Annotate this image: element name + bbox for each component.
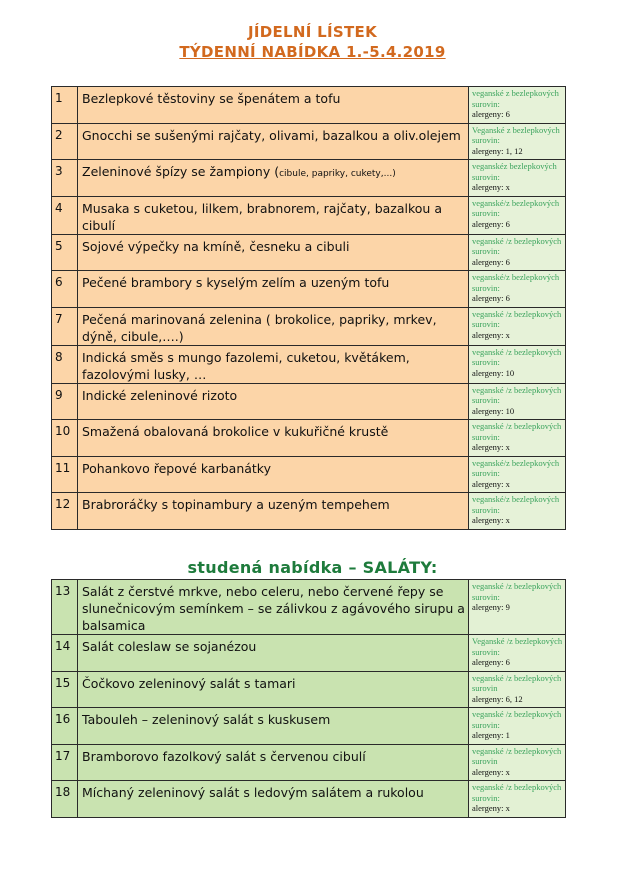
allergens-label: alergeny: 10 [472, 405, 515, 416]
vegan-gluten-free-label: veganské z bezlepkových surovin: [472, 88, 559, 109]
vegan-gluten-free-label: veganské /z bezlepkových surovin: [472, 346, 562, 367]
diet-info-cell [469, 456, 566, 493]
allergens-label: alergeny: 6, 12 [472, 693, 523, 704]
menu-row [52, 671, 566, 708]
item-name-cell [78, 383, 469, 420]
item-name-cell [78, 271, 469, 308]
allergens-label: alergeny: 1 [472, 730, 510, 740]
item-name: Indická směs s mungo fazolemi, cuketou, květákem, fazolovými lusky, … [82, 349, 410, 382]
page-title: JÍDELNÍ LÍSTEK [247, 23, 378, 41]
item-name: Tabouleh – zeleninový salát s kuskusem [82, 712, 331, 727]
item-number: 7 [52, 307, 78, 345]
item-number: 8 [52, 345, 78, 383]
menu-row [52, 456, 566, 493]
page-subtitle: TÝDENNÍ NABÍDKA 1.-5.4.2019 [179, 43, 446, 61]
vegan-gluten-free-label: veganské /z bezlepkových surovin: [472, 308, 562, 329]
item-number: 12 [52, 493, 78, 530]
vegan-gluten-free-label: Veganské z bezlepkových surovin: [472, 124, 560, 145]
item-number: 4 [52, 196, 78, 234]
menu-row [52, 493, 566, 530]
vegan-gluten-free-label: veganské /z bezlepkových surovin: [472, 782, 562, 803]
item-name: Pečená marinovaná zelenina ( brokolice, papriky, mrkev, dýně, cibule,….) [82, 311, 437, 344]
diet-info-cell [469, 493, 566, 530]
allergens-label: alergeny: 1, 12 [472, 145, 523, 156]
diet-info-cell [469, 234, 566, 271]
allergens-label: alergeny: x [472, 515, 510, 525]
item-name-cell [78, 234, 469, 271]
vegan-gluten-free-label: veganskéz bezlepkových surovin: [472, 161, 557, 182]
allergens-label: alergeny: 9 [472, 602, 510, 612]
item-name-cell [78, 781, 469, 818]
item-name-cell [78, 493, 469, 530]
item-name-cell [78, 160, 469, 197]
menu-row [52, 160, 566, 197]
item-name: Pohankovo řepové karbanátky [82, 460, 271, 476]
item-number: 14 [52, 635, 78, 672]
item-number: 1 [52, 87, 78, 124]
allergens-label: alergeny: 6 [472, 256, 510, 267]
menu-row [52, 708, 566, 745]
item-number: 5 [52, 234, 78, 271]
menu-row [52, 580, 566, 635]
item-name: Čočkovo zeleninový salát s tamari [82, 675, 296, 691]
item-name-cell [78, 345, 469, 383]
item-name: Míchaný zeleninový salát s ledovým salátem a rukolou [82, 785, 424, 800]
item-number: 18 [52, 781, 78, 818]
allergens-label: alergeny: x [472, 478, 510, 489]
menu-row [52, 307, 566, 345]
item-number: 11 [52, 456, 78, 493]
item-number: 3 [52, 160, 78, 197]
menu-row [52, 123, 566, 160]
item-name-cell [78, 671, 469, 708]
item-name-cell [78, 635, 469, 672]
diet-info-cell [469, 708, 566, 745]
item-number: 10 [52, 420, 78, 457]
vegan-gluten-free-label: veganské /z bezlepkových surovin [472, 745, 562, 766]
item-name: Brabroráčky s topinambury a uzeným tempehem [82, 497, 390, 512]
diet-info-cell [469, 123, 566, 160]
item-number: 16 [52, 708, 78, 745]
item-number: 17 [52, 744, 78, 781]
menu-row [52, 87, 566, 124]
item-name-cell [78, 456, 469, 493]
item-name-cell [78, 123, 469, 160]
vegan-gluten-free-label: veganské/z bezlepkových surovin: [472, 457, 560, 478]
cold-menu-table [51, 579, 566, 818]
vegan-gluten-free-label: veganské /z bezlepkových surovin: [472, 581, 562, 602]
allergens-label: alergeny: x [472, 766, 510, 777]
vegan-gluten-free-label: veganské/z bezlepkových surovin: [472, 197, 560, 218]
diet-info-cell [469, 87, 566, 124]
item-name-cell [78, 87, 469, 124]
item-name: Bezlepkové těstoviny se špenátem a tofu [82, 91, 341, 106]
menu-row [52, 271, 566, 308]
item-name: Salát z čerstvé mrkve, nebo celeru, nebo červené řepy se slunečnicovým semínkem – se zálivkou z agávového sirupu a balsamica [82, 584, 465, 633]
item-number: 2 [52, 123, 78, 160]
diet-info-cell [469, 160, 566, 197]
menu-row [52, 234, 566, 271]
allergens-label: alergeny: x [472, 442, 510, 452]
menu-row [52, 635, 566, 672]
item-name: Sojové výpečky na kmíně, česneku a cibuli [82, 238, 350, 254]
item-number: 6 [52, 271, 78, 308]
diet-info-cell [469, 671, 566, 708]
vegan-gluten-free-label: veganské/z bezlepkových surovin: [472, 272, 560, 293]
item-number: 13 [52, 580, 78, 635]
diet-info-cell [469, 383, 566, 420]
diet-info-cell [469, 781, 566, 818]
item-name-cell [78, 196, 469, 234]
item-number: 9 [52, 383, 78, 420]
menu-row [52, 196, 566, 234]
allergens-label: alergeny: x [472, 803, 510, 813]
item-name: Gnocchi se sušenými rajčaty, olivami, bazalkou a oliv.olejem [82, 127, 461, 143]
menu-row [52, 420, 566, 457]
cold-menu-title: studená nabídka – SALÁTY: [187, 558, 438, 577]
header [0, 22, 625, 62]
vegan-gluten-free-label: veganské /z bezlepkových surovin [472, 672, 562, 693]
diet-info-cell [469, 420, 566, 457]
vegan-gluten-free-label: veganské /z bezlepkových surovin: [472, 384, 562, 405]
item-name-cell [78, 744, 469, 781]
vegan-gluten-free-label: veganské /z bezlepkových surovin: [472, 421, 562, 442]
allergens-label: alergeny: 10 [472, 367, 515, 378]
item-name: Pečené brambory s kyselým zelím a uzeným tofu [82, 275, 390, 290]
allergens-label: alergeny: 6 [472, 657, 510, 667]
menu-row [52, 744, 566, 781]
vegan-gluten-free-label: veganské /z bezlepkových surovin: [472, 709, 562, 730]
vegan-gluten-free-label: veganské /z bezlepkových surovin: [472, 235, 562, 256]
item-name-cell [78, 708, 469, 745]
warm-menu-table [51, 86, 566, 530]
menu-row [52, 781, 566, 818]
item-name: Bramborovo fazolkový salát s červenou cibulí [82, 748, 366, 764]
diet-info-cell [469, 307, 566, 345]
vegan-gluten-free-label: Veganské /z bezlepkových surovin: [472, 636, 563, 657]
allergens-label: alergeny: x [472, 329, 510, 340]
diet-info-cell [469, 196, 566, 234]
vegan-gluten-free-label: veganské/z bezlepkových surovin: [472, 494, 560, 515]
menu-row [52, 345, 566, 383]
item-name: Musaka s cuketou, lilkem, brabnorem, rajčaty, bazalkou a cibulí [82, 200, 442, 233]
item-number: 15 [52, 671, 78, 708]
item-name: Indické zeleninové rizoto [82, 387, 238, 403]
menu-row [52, 383, 566, 420]
allergens-label: alergeny: 6 [472, 293, 510, 303]
allergens-label: alergeny: 6 [472, 109, 510, 119]
diet-info-cell [469, 345, 566, 383]
item-name-cell [78, 307, 469, 345]
diet-info-cell [469, 635, 566, 672]
diet-info-cell [469, 271, 566, 308]
item-name: Salát coleslaw se sojanézou [82, 639, 257, 654]
diet-info-cell [469, 744, 566, 781]
diet-info-cell [469, 580, 566, 635]
item-name: Zeleninové špízy se žampiony ( [82, 164, 280, 179]
item-name-cell [78, 580, 469, 635]
allergens-label: alergeny: 6 [472, 218, 510, 229]
item-note: cibule, papriky, cukety,...) [279, 169, 396, 179]
item-name: Smažená obalovaná brokolice v kukuřičné krustě [82, 424, 389, 439]
allergens-label: alergeny: x [472, 182, 510, 192]
item-name-cell [78, 420, 469, 457]
